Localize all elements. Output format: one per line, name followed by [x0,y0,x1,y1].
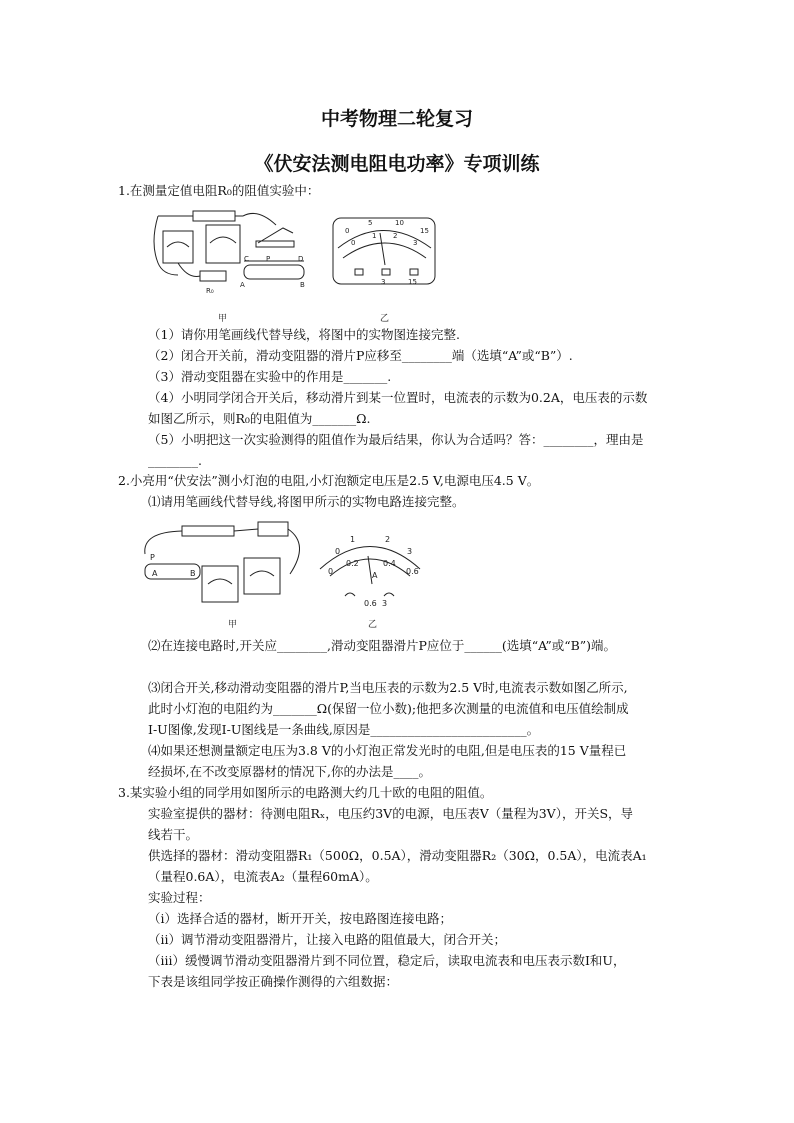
q3-line: （量程0.6A），电流表A₂（量程60mA）。 [148,869,378,884]
label-b: B [300,281,305,289]
terminal-label: 3 [381,278,386,286]
q1-line: （1）请你用笔画线代替导线，将图中的实物图连接完整. [148,327,460,342]
voltmeter-icon [206,225,240,263]
q2-line: 经损坏,在不改变原器材的情况下,你的办法是____。 [148,764,431,779]
fig-caption-jia: 甲 [218,314,228,324]
battery-icon [193,211,235,221]
q2-line: 此时小灯泡的电阻约为_______Ω(保留一位小数);他把多次测量的电流值和电压值绘制成 [148,701,629,716]
scale-tick: 0.2 [346,559,359,568]
q1-line: （2）闭合开关前，滑动变阻器的滑片P应移至________端（选填“A”或“B”）. [148,348,573,363]
q3-line: （ii）调节滑动变阻器滑片，让接入电路的阻值最大，闭合开关； [148,932,506,947]
q2-line: ⑵在连接电路时,开关应________,滑动变阻器滑片P应位于______(选填“A”或“B”)端。 [148,638,617,653]
scale-unit: A [372,571,378,580]
ammeter-icon [202,566,238,602]
page-subtitle: 《伏安法测电阻电功率》专项训练 [254,153,540,175]
page-title: 中考物理二轮复习 [320,108,473,130]
scale-tick: 0 [345,227,350,235]
q2-line: ⑶闭合开关,移动滑动变阻器的滑片P,当电压表的示数为2.5 V时,电流表示数如图乙所示, [148,680,628,695]
q1-line: ________. [148,453,202,468]
fig-caption-yi: 乙 [380,314,390,324]
q2-figure [140,514,422,632]
label-a: A [240,281,245,289]
terminal-label: 15 [408,278,417,286]
scale-tick: 0.6 [406,567,419,576]
scale-tick: 15 [420,227,429,235]
q1-line: （3）滑动变阻器在实验中的作用是_______. [148,369,392,384]
scale-tick: 0 [335,547,341,556]
q3-line: 3.某实验小组的同学用如图所示的电路测大约几十欧的电阻的阻值。 [118,785,493,800]
q1-line: （4）小明同学闭合开关后，移动滑片到某一位置时，电流表的示数为0.2A，电压表的示数 [148,390,648,405]
label-b: B [190,569,196,578]
q1-figure [148,203,438,325]
fig-caption-yi: 乙 [368,620,378,630]
label-a: A [152,569,158,578]
scale-tick: 0 [351,239,356,247]
label-r0: R₀ [206,287,214,295]
terminal-label: 0.6 [364,599,377,608]
q2-stem: 2.小亮用“伏安法”测小灯泡的电阻,小灯泡额定电压是2.5 V,电源电压4.5 V。 [118,473,540,488]
resistor-icon [200,271,226,281]
q3-line: 实验过程： [148,890,211,905]
q1-line: 如图乙所示，则R₀的电阻值为_______Ω. [148,411,371,426]
scale-tick: 1 [350,535,356,544]
label-d: D [298,255,304,263]
q3-line: （i）选择合适的器材，断开开关，按电路图连接电路； [148,911,452,926]
fig-caption-jia: 甲 [228,620,238,630]
q2-line: ⑷如果还想测量额定电压为3.8 V的小灯泡正常发光时的电阻,但是电压表的15 V量程已 [148,743,627,758]
scale-tick: 3 [413,239,418,247]
rheostat-icon [244,265,304,279]
scale-tick: 0 [328,567,334,576]
q1-stem: 1.在测量定值电阻R₀的阻值实验中： [118,183,320,198]
label-p: P [150,553,155,562]
q2-line: ⑴请用笔画线代替导线,将图甲所示的实物电路连接完整。 [148,494,465,509]
voltmeter-icon [244,558,280,594]
scale-tick: 0.4 [383,559,396,568]
scale-tick: 5 [368,219,373,227]
scale-tick: 10 [395,219,404,227]
scale-tick: 3 [407,547,413,556]
q3-line: 线若干。 [148,827,199,842]
terminal-label: 3 [382,599,388,608]
q3-line: 下表是该组同学按正确操作测得的六组数据： [148,974,399,989]
q3-line: 实验室提供的器材：待测电阻Rₓ，电压约3V的电源，电压表V（量程为3V），开关S，导 [148,806,634,821]
label-c: C [244,255,249,263]
q2-line: I-U图像,发现I-U图线是一条曲线,原因是_________________________。 [148,722,540,737]
q3-line: （iii）缓慢调节滑动变阻器滑片到不同位置，稳定后，读取电流表和电压表示数I和U， [148,953,626,968]
q1-line: （5）小明把这一次实验测得的阻值作为最后结果，你认为合适吗？答：________，理由是 [148,432,644,447]
label-p: P [266,255,271,263]
scale-tick: 2 [393,232,398,240]
battery-icon [182,526,234,536]
q3-line: 供选择的器材：滑动变阻器R₁（500Ω，0.5A），滑动变阻器R₂（30Ω，0.5A），电流表A₁ [148,848,647,863]
scale-tick: 1 [372,232,377,240]
lamp-icon [258,522,288,536]
scale-tick: 2 [385,535,391,544]
